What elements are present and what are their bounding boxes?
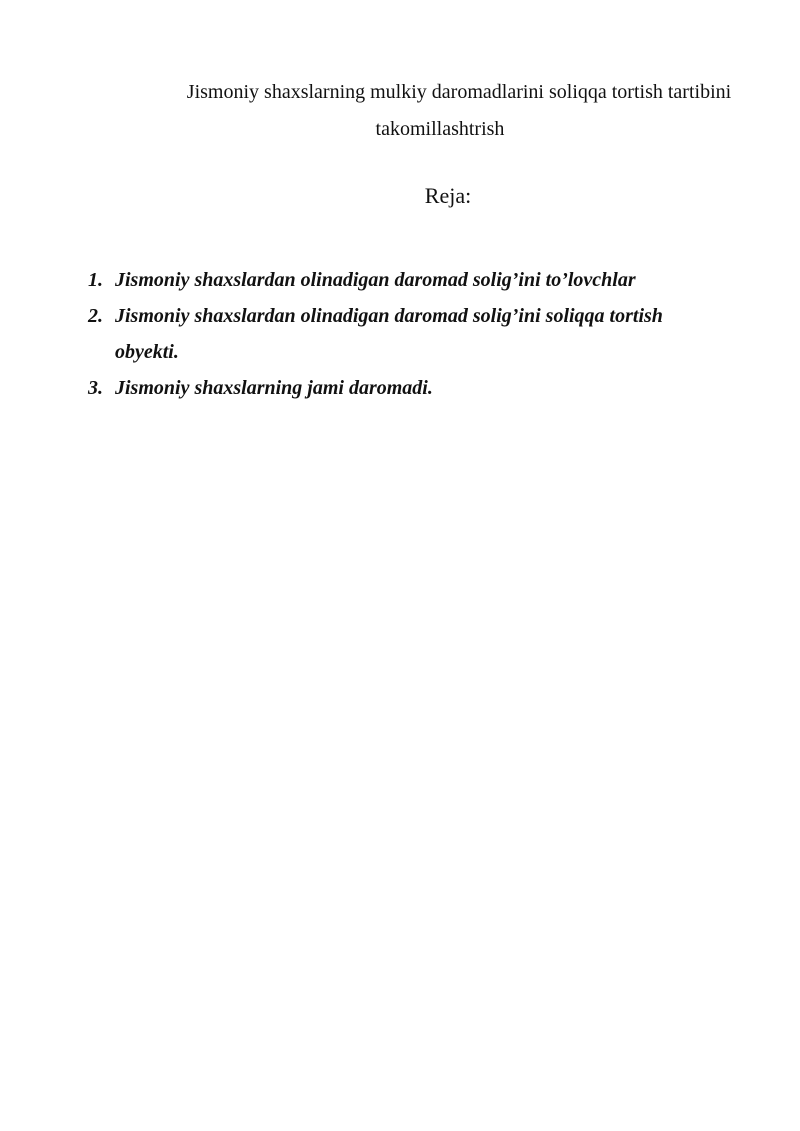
plan-item-number: 2. — [88, 305, 103, 327]
plan-item — [88, 298, 728, 370]
title-line-2: takomillashtrish — [375, 118, 505, 140]
plan-list — [88, 262, 728, 406]
plan-item-text: Jismoniy shaxslardan olinadigan daromad solig’ini to’lovchlar — [115, 269, 636, 291]
plan-item — [88, 262, 728, 298]
plan-item-text: Jismoniy shaxslardan olinadigan daromad solig’ini soliqqa tortish obyekti. — [115, 305, 663, 363]
plan-item — [88, 370, 728, 406]
title-line-1: Jismoniy shaxslarning mulkiy daromadlarini soliqqa tortish tartibini — [186, 81, 732, 103]
plan-item-number: 1. — [88, 269, 103, 291]
plan-item-number: 3. — [88, 377, 103, 399]
plan-item-text: Jismoniy shaxslarning jami daromadi. — [115, 377, 433, 399]
document-title — [120, 74, 760, 148]
plan-heading: Reja: — [424, 183, 472, 208]
